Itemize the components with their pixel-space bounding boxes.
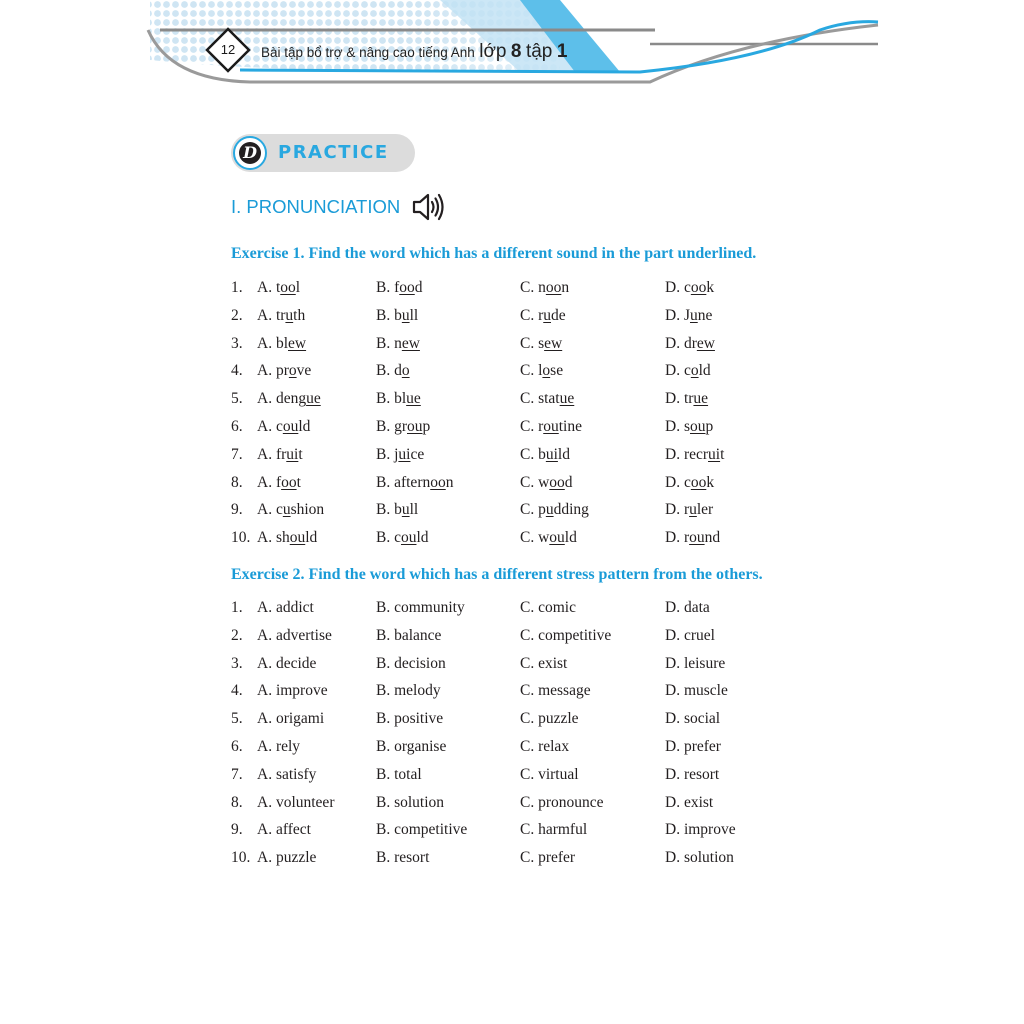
- option-c[interactable]: C. wood: [520, 473, 573, 491]
- option-b[interactable]: B. new: [376, 334, 420, 352]
- question-number: 7.: [231, 445, 243, 463]
- option-c[interactable]: C. pronounce: [520, 793, 604, 811]
- question-number: 8.: [231, 793, 243, 811]
- question-number: 2.: [231, 626, 243, 644]
- option-d[interactable]: D. cook: [665, 279, 715, 296]
- underlined-part: ui: [398, 445, 411, 463]
- option-b[interactable]: B. afternoon: [376, 473, 454, 491]
- option-b[interactable]: B. blue: [376, 390, 421, 408]
- option-d[interactable]: D. drew: [665, 334, 715, 352]
- section-letter: D: [239, 142, 261, 164]
- exercise-2-title: Exercise 2. Find the word which has a different stress pattern from the others.: [231, 566, 763, 583]
- underlined-part: ew: [401, 334, 420, 352]
- option-a[interactable]: A. tool: [257, 279, 301, 296]
- question-number: 5.: [231, 390, 243, 408]
- underlined-part: ou: [549, 529, 565, 547]
- option-c[interactable]: C. pudding: [520, 501, 589, 519]
- underlined-part: o: [690, 362, 699, 380]
- exercise-1-question-row: [0, 418, 1024, 440]
- exercise-1-question-row: [0, 362, 1024, 384]
- option-d[interactable]: D. prefer: [665, 738, 721, 755]
- question-number: 3.: [231, 334, 243, 352]
- option-a[interactable]: A. foot: [257, 473, 301, 491]
- question-number: 10.: [231, 849, 251, 867]
- option-d[interactable]: D. recruit: [665, 445, 725, 463]
- exercise-1-question-row: [0, 279, 1024, 301]
- option-c[interactable]: C. exist: [520, 654, 568, 672]
- section-letter-badge: [233, 136, 267, 170]
- question-number: 1.: [231, 599, 243, 616]
- option-c[interactable]: C. routine: [520, 418, 582, 435]
- exercise-1-question-row: [0, 335, 1024, 357]
- option-d[interactable]: D. true: [665, 390, 709, 408]
- underlined-part: u: [401, 501, 410, 519]
- question-number: 3.: [231, 654, 243, 672]
- underlined-part: ui: [708, 445, 721, 463]
- option-a[interactable]: A. fruit: [257, 445, 303, 463]
- question-number: 6.: [231, 418, 243, 435]
- underlined-part: u: [401, 306, 410, 324]
- option-a[interactable]: A. rely: [257, 738, 301, 755]
- option-d[interactable]: D. exist: [665, 793, 714, 811]
- underlined-part: o: [401, 362, 410, 380]
- option-b[interactable]: B. decision: [376, 654, 446, 672]
- option-b[interactable]: B. could: [376, 529, 429, 547]
- underlined-part: ou: [282, 418, 299, 435]
- option-a[interactable]: A. should: [257, 529, 318, 547]
- underlined-part: oo: [690, 473, 707, 491]
- option-c[interactable]: C. virtual: [520, 765, 579, 783]
- underlined-part: ou: [407, 418, 423, 435]
- option-d[interactable]: D. cook: [665, 473, 715, 491]
- option-b[interactable]: B. bull: [376, 306, 419, 324]
- option-b[interactable]: B. bull: [376, 501, 419, 519]
- exercise-2-question-row: [0, 627, 1024, 649]
- underlined-part: oo: [281, 473, 297, 491]
- option-a[interactable]: A. volunteer: [257, 793, 335, 811]
- option-b[interactable]: B. balance: [376, 626, 442, 644]
- option-d[interactable]: D. soup: [665, 418, 714, 435]
- underlined-part: ou: [400, 529, 417, 547]
- exercise-2-question-row: [0, 794, 1024, 816]
- option-a[interactable]: A. addict: [257, 599, 314, 616]
- subsection-title: I. PRONUNCIATION: [231, 196, 401, 217]
- option-c[interactable]: C. rude: [520, 306, 566, 324]
- exercise-1-title: Exercise 1. Find the word which has a different sound in the part underlined.: [231, 245, 757, 262]
- underlined-part: ue: [306, 390, 321, 408]
- exercise-1-question-row: [0, 501, 1024, 523]
- option-c[interactable]: C. would: [520, 529, 577, 547]
- exercise-2-question-row: [0, 821, 1024, 843]
- option-d[interactable]: D. ruler: [665, 501, 714, 519]
- option-a[interactable]: A. cushion: [257, 501, 325, 519]
- option-d[interactable]: D. leisure: [665, 654, 726, 672]
- option-d[interactable]: D. muscle: [665, 682, 728, 700]
- option-c[interactable]: C. noon: [520, 279, 570, 296]
- question-number: 9.: [231, 501, 243, 519]
- book-title-lop: lớp: [479, 41, 507, 62]
- option-c[interactable]: C. build: [520, 445, 570, 463]
- exercise-1-question-row: [0, 529, 1024, 551]
- underlined-part: ew: [696, 334, 715, 352]
- question-number: 9.: [231, 821, 243, 839]
- underlined-part: o: [542, 362, 551, 380]
- option-a[interactable]: A. origami: [257, 710, 325, 728]
- option-a[interactable]: A. advertise: [257, 626, 332, 644]
- speaker-icon[interactable]: [411, 192, 445, 222]
- underlined-part: ou: [689, 529, 705, 547]
- question-number: 8.: [231, 473, 243, 491]
- underlined-part: u: [689, 501, 697, 519]
- book-title-volume: 1: [556, 41, 568, 62]
- option-b[interactable]: B. competitive: [376, 821, 468, 839]
- question-number: 4.: [231, 682, 243, 700]
- exercise-2-question-row: [0, 655, 1024, 677]
- option-d[interactable]: D. June: [665, 306, 713, 324]
- option-a[interactable]: A. could: [257, 418, 311, 435]
- option-a[interactable]: A. improve: [257, 682, 328, 700]
- exercise-2-question-row: [0, 710, 1024, 732]
- option-b[interactable]: B. melody: [376, 682, 441, 700]
- underlined-part: ou: [289, 529, 306, 547]
- option-d[interactable]: D. cruel: [665, 626, 715, 644]
- question-number: 6.: [231, 738, 243, 755]
- underlined-part: oo: [430, 473, 446, 491]
- option-d[interactable]: D. improve: [665, 821, 736, 839]
- exercise-1-question-row: [0, 446, 1024, 468]
- option-c[interactable]: C. prefer: [520, 849, 576, 867]
- book-title-grade: 8: [510, 41, 522, 62]
- option-b[interactable]: B. group: [376, 418, 431, 435]
- underlined-part: ou: [543, 418, 559, 435]
- option-a[interactable]: A. puzzle: [257, 849, 317, 867]
- option-c[interactable]: C. harmful: [520, 821, 588, 839]
- option-c[interactable]: C. statue: [520, 390, 575, 408]
- option-b[interactable]: B. organise: [376, 738, 447, 755]
- underlined-part: oo: [690, 279, 707, 296]
- underlined-part: ew: [288, 334, 307, 352]
- option-a[interactable]: A. dengue: [257, 390, 321, 408]
- question-number: 7.: [231, 765, 243, 783]
- option-a[interactable]: A. blew: [257, 334, 307, 352]
- option-c[interactable]: C. competitive: [520, 626, 612, 644]
- underlined-part: ui: [545, 445, 558, 463]
- underlined-part: u: [543, 306, 551, 324]
- option-d[interactable]: D. solution: [665, 849, 734, 867]
- option-b[interactable]: B. solution: [376, 793, 445, 811]
- option-b[interactable]: B. community: [376, 599, 465, 616]
- exercise-1-question-row: [0, 307, 1024, 329]
- option-a[interactable]: A. satisfy: [257, 765, 317, 783]
- underlined-part: u: [282, 501, 291, 519]
- question-number: 4.: [231, 362, 243, 380]
- underlined-part: oo: [545, 279, 562, 296]
- exercise-2-question-row: [0, 766, 1024, 788]
- option-b[interactable]: B. resort: [376, 849, 430, 867]
- option-b[interactable]: B. juice: [376, 445, 425, 463]
- exercise-2-question-row: [0, 738, 1024, 760]
- section-title: PRACTICE: [278, 142, 389, 163]
- option-c[interactable]: C. relax: [520, 738, 570, 755]
- option-c[interactable]: C. sew: [520, 334, 563, 352]
- exercise-2-question-row: [0, 682, 1024, 704]
- option-b[interactable]: B. do: [376, 362, 410, 380]
- option-d[interactable]: D. resort: [665, 765, 720, 783]
- underlined-part: oo: [549, 473, 565, 491]
- option-a[interactable]: A. decide: [257, 654, 317, 672]
- option-b[interactable]: B. total: [376, 765, 422, 783]
- option-d[interactable]: D. social: [665, 710, 721, 728]
- option-c[interactable]: C. lose: [520, 362, 564, 380]
- option-c[interactable]: C. comic: [520, 599, 576, 616]
- option-c[interactable]: C. puzzle: [520, 710, 579, 728]
- exercise-1-question-row: [0, 390, 1024, 412]
- exercise-2-question-row: [0, 849, 1024, 871]
- underlined-part: ui: [286, 445, 299, 463]
- page-number: 12: [220, 42, 236, 57]
- underlined-part: u: [689, 306, 698, 324]
- book-title-tap: tập: [525, 41, 553, 62]
- option-b[interactable]: B. positive: [376, 710, 444, 728]
- underlined-part: u: [285, 306, 294, 324]
- option-d[interactable]: D. round: [665, 529, 721, 547]
- option-a[interactable]: A. prove: [257, 362, 312, 380]
- underlined-part: ue: [406, 390, 421, 408]
- exercise-1-question-row: [0, 474, 1024, 496]
- underlined-part: u: [545, 501, 554, 519]
- underlined-part: oo: [280, 279, 296, 296]
- question-number: 2.: [231, 306, 243, 324]
- option-a[interactable]: A. affect: [257, 821, 311, 839]
- question-number: 1.: [231, 279, 243, 296]
- exercise-2-question-row: [0, 599, 1024, 621]
- underlined-part: ue: [559, 390, 575, 408]
- option-d[interactable]: D. cold: [665, 362, 711, 380]
- question-number: 5.: [231, 710, 243, 728]
- underlined-part: ue: [693, 390, 709, 408]
- option-c[interactable]: C. message: [520, 682, 591, 700]
- option-a[interactable]: A. truth: [257, 306, 306, 324]
- underlined-part: ew: [544, 334, 563, 352]
- option-d[interactable]: D. data: [665, 599, 710, 616]
- option-b[interactable]: B. food: [376, 279, 423, 296]
- underlined-part: o: [288, 362, 297, 380]
- book-title: [261, 38, 567, 66]
- question-number: 10.: [231, 529, 251, 547]
- underlined-part: ou: [689, 418, 706, 435]
- book-title-prefix: Bài tập bổ trợ & nâng cao tiếng Anh: [261, 45, 475, 60]
- underlined-part: oo: [399, 279, 415, 296]
- section-heading: [231, 134, 415, 172]
